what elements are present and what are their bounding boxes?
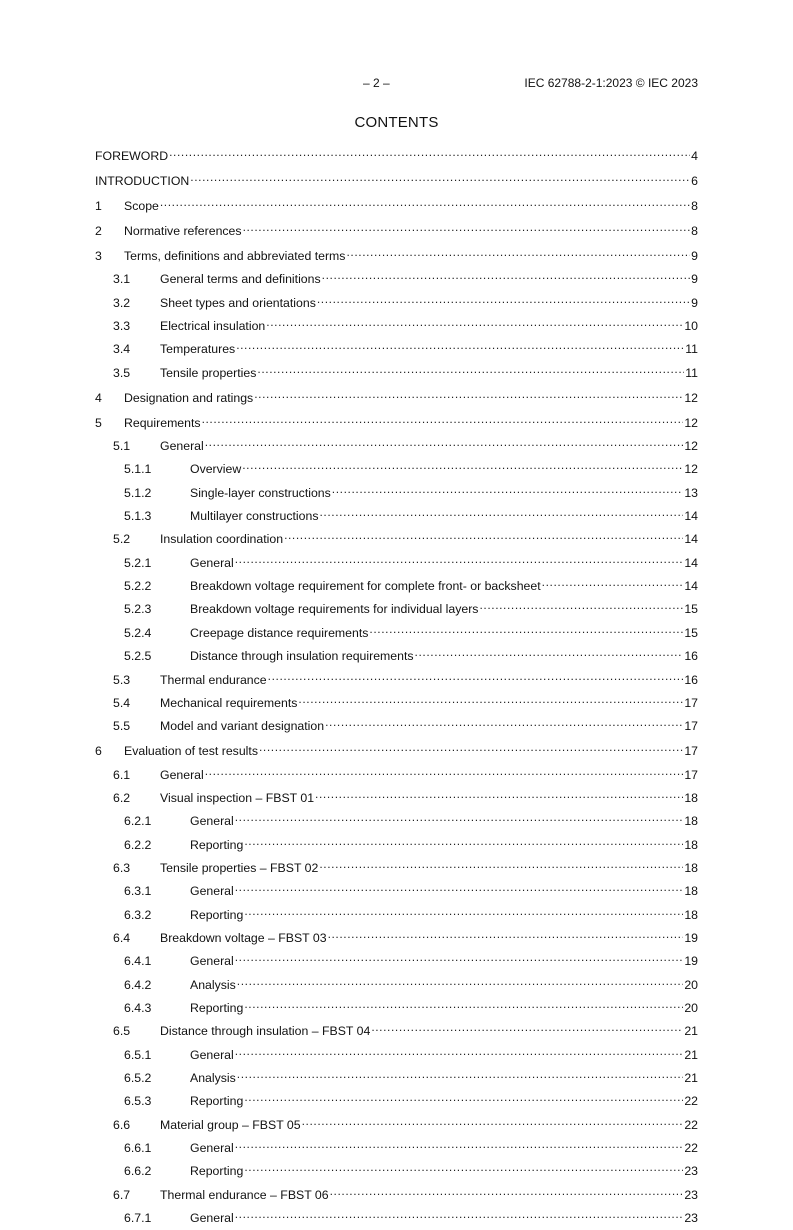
toc-entry[interactable] bbox=[95, 904, 698, 923]
dot-leader bbox=[322, 268, 691, 283]
toc-entry[interactable] bbox=[95, 692, 698, 711]
toc-entry-number: 6.6 bbox=[113, 1117, 131, 1132]
toc-entry-label[interactable]: Breakdown voltage – FBST 03 bbox=[160, 930, 327, 945]
toc-entry-page: 8 bbox=[691, 224, 698, 238]
toc-entry[interactable] bbox=[95, 435, 698, 454]
dot-leader bbox=[317, 292, 690, 307]
toc-entry-page: 18 bbox=[684, 814, 698, 829]
toc-entry-number: 3 bbox=[95, 249, 102, 263]
toc-entry-label[interactable]: General bbox=[190, 555, 234, 570]
toc-entry-page: 23 bbox=[684, 1211, 698, 1226]
dot-leader bbox=[244, 1090, 683, 1105]
toc-entry[interactable] bbox=[95, 1020, 698, 1039]
toc-entry-label[interactable]: INTRODUCTION bbox=[95, 174, 190, 188]
dot-leader bbox=[235, 950, 684, 965]
toc-entry-label[interactable]: Tensile properties bbox=[160, 365, 257, 380]
toc-entry-page: 9 bbox=[691, 295, 698, 310]
toc-entry-label[interactable]: FOREWORD bbox=[95, 149, 169, 163]
dot-leader bbox=[346, 245, 690, 260]
toc-entry[interactable] bbox=[95, 834, 698, 853]
toc-entry-number: 6.4 bbox=[113, 930, 131, 945]
toc-entry-page: 23 bbox=[684, 1164, 698, 1179]
dot-leader bbox=[415, 645, 684, 660]
toc-entry-number: 5 bbox=[95, 415, 102, 430]
toc-entry-label[interactable]: General bbox=[190, 884, 234, 899]
dot-leader bbox=[479, 598, 683, 613]
toc-entry-number: 6.3.1 bbox=[124, 884, 152, 899]
dot-leader bbox=[254, 387, 683, 402]
dot-leader bbox=[237, 1067, 684, 1082]
toc-entry[interactable] bbox=[95, 740, 698, 759]
toc-entry-number: 6.5.1 bbox=[124, 1047, 152, 1062]
toc-entry-number: 6.3.2 bbox=[124, 907, 152, 922]
toc-entry-label[interactable]: Distance through insulation – FBST 04 bbox=[160, 1024, 371, 1039]
dot-leader bbox=[202, 412, 684, 427]
toc-entry[interactable] bbox=[95, 598, 698, 617]
toc-entry-page: 18 bbox=[684, 837, 698, 852]
toc-entry[interactable] bbox=[95, 997, 698, 1016]
toc-entry-label[interactable]: Designation and ratings bbox=[124, 390, 254, 405]
dot-leader bbox=[243, 220, 691, 235]
toc-entry[interactable] bbox=[95, 857, 698, 876]
toc-entry-page: 9 bbox=[691, 272, 698, 287]
toc-entry[interactable] bbox=[95, 458, 698, 477]
toc-entry-number: 5.1.2 bbox=[124, 485, 152, 500]
dot-leader bbox=[237, 974, 684, 989]
toc-entry-number: 4 bbox=[95, 390, 102, 405]
toc-entry-page: 18 bbox=[684, 884, 698, 899]
toc-entry[interactable] bbox=[95, 645, 698, 664]
dot-leader bbox=[332, 482, 684, 497]
toc-entry-number: 6.1 bbox=[113, 767, 131, 782]
page-number: – 2 – bbox=[363, 76, 390, 90]
toc-entry-label[interactable]: General bbox=[190, 1211, 234, 1226]
toc-entry[interactable] bbox=[95, 245, 698, 264]
toc-entry-number: 5.3 bbox=[113, 672, 131, 687]
toc-entry-page: 19 bbox=[684, 930, 698, 945]
dot-leader bbox=[284, 528, 683, 543]
toc-entry[interactable] bbox=[95, 1090, 698, 1109]
document-reference: IEC 62788-2-1:2023 © IEC 2023 bbox=[524, 76, 698, 90]
toc-entry-label[interactable]: Breakdown voltage requirement for complete front- or backsheet bbox=[190, 579, 541, 594]
toc-entry-label[interactable]: Reporting bbox=[190, 1164, 244, 1179]
toc-entry-label[interactable]: Normative references bbox=[124, 224, 242, 238]
toc-entry[interactable] bbox=[95, 810, 698, 829]
dot-leader bbox=[328, 927, 684, 942]
toc-entry-number: 5.2.4 bbox=[124, 625, 152, 640]
dot-leader bbox=[259, 740, 683, 755]
toc-entry-label[interactable]: General bbox=[160, 767, 204, 782]
toc-entry[interactable] bbox=[95, 1044, 698, 1063]
dot-leader bbox=[235, 552, 684, 567]
dot-leader bbox=[542, 575, 684, 590]
toc-entry-page: 13 bbox=[684, 485, 698, 500]
toc-entry[interactable] bbox=[95, 669, 698, 688]
dot-leader bbox=[242, 458, 683, 473]
dot-leader bbox=[205, 435, 684, 450]
dot-leader bbox=[371, 1020, 683, 1035]
dot-leader bbox=[319, 505, 683, 520]
toc-entry-number: 6.5.3 bbox=[124, 1094, 152, 1109]
toc-entry[interactable] bbox=[95, 1160, 698, 1179]
toc-entry-page: 21 bbox=[684, 1024, 698, 1039]
toc-entry[interactable] bbox=[95, 292, 698, 311]
toc-entry-label[interactable]: Multilayer constructions bbox=[190, 509, 319, 524]
toc-entry-label[interactable]: Breakdown voltage requirements for individual layers bbox=[190, 602, 479, 617]
toc-entry[interactable] bbox=[95, 1114, 698, 1133]
dot-leader bbox=[315, 787, 683, 802]
toc-entry-number: 3.2 bbox=[113, 295, 131, 310]
toc-entry-number: 5.1 bbox=[113, 439, 131, 454]
toc-entry[interactable] bbox=[95, 552, 698, 571]
toc-entry-number: 6.2.2 bbox=[124, 837, 152, 852]
toc-entry[interactable] bbox=[95, 195, 698, 214]
toc-entry-number: 3.1 bbox=[113, 272, 131, 287]
toc-entry-number: 6.5.2 bbox=[124, 1071, 152, 1085]
toc-entry-page: 18 bbox=[684, 907, 698, 922]
toc-entry[interactable] bbox=[95, 362, 698, 381]
toc-entry-page: 21 bbox=[684, 1047, 698, 1062]
dot-leader bbox=[330, 1184, 684, 1199]
page-title: CONTENTS bbox=[354, 114, 439, 131]
toc-entry-label[interactable]: Thermal endurance bbox=[160, 672, 267, 687]
toc-entry-page: 20 bbox=[684, 977, 698, 992]
dot-leader bbox=[160, 195, 690, 210]
toc-entry-number: 6.2.1 bbox=[124, 814, 152, 829]
toc-entry-page: 22 bbox=[684, 1094, 698, 1109]
toc-entry-page: 22 bbox=[684, 1141, 698, 1156]
toc-entry-label[interactable]: Analysis bbox=[190, 1071, 236, 1085]
toc-entry-page: 8 bbox=[691, 199, 698, 213]
toc-entry[interactable] bbox=[95, 974, 698, 993]
toc-entry-label[interactable]: Tensile properties – FBST 02 bbox=[160, 860, 319, 875]
toc-entry-number: 6.5 bbox=[113, 1024, 131, 1039]
toc-entry-number: 2 bbox=[95, 224, 102, 238]
toc-entry-page: 11 bbox=[685, 365, 698, 380]
dot-leader bbox=[302, 1114, 684, 1129]
dot-leader bbox=[319, 857, 683, 872]
toc-entry-page: 21 bbox=[684, 1071, 698, 1085]
toc-entry[interactable] bbox=[95, 880, 698, 899]
toc-entry-label[interactable]: Mechanical requirements bbox=[160, 695, 298, 710]
toc-entry-number: 5.5 bbox=[113, 719, 131, 734]
toc-entry-label[interactable]: Creepage distance requirements bbox=[190, 625, 369, 640]
toc-entry-number: 5.2.3 bbox=[124, 602, 152, 617]
dot-leader bbox=[235, 1137, 684, 1152]
toc-entry[interactable] bbox=[95, 387, 698, 406]
toc-entry-label[interactable]: Insulation coordination bbox=[160, 532, 284, 547]
dot-leader bbox=[169, 145, 690, 160]
dot-leader bbox=[268, 669, 684, 684]
toc-entry-page: 17 bbox=[684, 744, 698, 759]
toc-entry-label[interactable]: Model and variant designation bbox=[160, 719, 325, 734]
toc-entry-page: 23 bbox=[684, 1187, 698, 1202]
dot-leader bbox=[369, 622, 683, 637]
toc-entry-label[interactable]: General bbox=[190, 814, 234, 829]
toc-entry[interactable] bbox=[95, 575, 698, 594]
toc-entry-number: 6.6.2 bbox=[124, 1164, 152, 1179]
toc-entry[interactable] bbox=[95, 528, 698, 547]
toc-entry-number: 5.1.3 bbox=[124, 509, 152, 524]
toc-entry-page: 16 bbox=[684, 672, 698, 687]
table-of-contents bbox=[95, 145, 698, 1230]
toc-entry[interactable] bbox=[95, 220, 698, 239]
page-header bbox=[0, 76, 793, 92]
dot-leader bbox=[244, 997, 683, 1012]
dot-leader bbox=[244, 904, 683, 919]
toc-entry-number: 5.4 bbox=[113, 695, 131, 710]
toc-entry-label[interactable]: Terms, definitions and abbreviated terms bbox=[124, 249, 346, 263]
toc-entry[interactable] bbox=[95, 715, 698, 734]
toc-entry[interactable] bbox=[95, 482, 698, 501]
toc-entry[interactable] bbox=[95, 1184, 698, 1203]
toc-entry-number: 3.5 bbox=[113, 365, 131, 380]
toc-entry-number: 6 bbox=[95, 744, 102, 759]
toc-entry[interactable] bbox=[95, 268, 698, 287]
toc-entry[interactable] bbox=[95, 145, 698, 164]
dot-leader bbox=[235, 810, 684, 825]
toc-entry-page: 18 bbox=[684, 790, 698, 805]
toc-entry-number: 6.7.1 bbox=[124, 1211, 152, 1226]
toc-entry[interactable] bbox=[95, 315, 698, 334]
toc-entry[interactable] bbox=[95, 412, 698, 431]
toc-entry-page: 20 bbox=[684, 1000, 698, 1015]
toc-entry-page: 14 bbox=[684, 509, 698, 524]
toc-entry-page: 12 bbox=[684, 390, 698, 405]
dot-leader bbox=[298, 692, 683, 707]
dot-leader bbox=[190, 170, 690, 185]
toc-entry[interactable] bbox=[95, 505, 698, 524]
toc-entry-number: 5.1.1 bbox=[124, 462, 152, 477]
toc-entry-page: 4 bbox=[691, 149, 698, 163]
toc-entry-page: 14 bbox=[684, 555, 698, 570]
toc-entry-page: 15 bbox=[684, 602, 698, 617]
toc-entry[interactable] bbox=[95, 622, 698, 641]
toc-entry[interactable] bbox=[95, 787, 698, 806]
toc-entry-number: 5.2.5 bbox=[124, 649, 152, 664]
toc-entry-page: 14 bbox=[684, 532, 698, 547]
toc-entry-number: 5.2.2 bbox=[124, 579, 152, 594]
toc-entry-number: 6.3 bbox=[113, 860, 131, 875]
toc-entry-page: 17 bbox=[684, 767, 698, 782]
toc-entry[interactable] bbox=[95, 1207, 698, 1226]
toc-entry-page: 9 bbox=[691, 249, 698, 263]
toc-entry-label[interactable]: Sheet types and orientations bbox=[160, 295, 316, 310]
toc-entry-label[interactable]: General bbox=[190, 1141, 234, 1156]
toc-entry-page: 15 bbox=[684, 625, 698, 640]
toc-entry-label[interactable]: Overview bbox=[190, 462, 242, 477]
dot-leader bbox=[266, 315, 683, 330]
toc-entry[interactable] bbox=[95, 927, 698, 946]
toc-entry-label[interactable]: General terms and definitions bbox=[160, 272, 321, 287]
toc-entry-label[interactable]: Reporting bbox=[190, 907, 244, 922]
toc-entry-page: 18 bbox=[684, 860, 698, 875]
toc-entry-page: 11 bbox=[685, 342, 698, 357]
dot-leader bbox=[257, 362, 684, 377]
toc-entry-label[interactable]: General bbox=[190, 954, 234, 969]
dot-leader bbox=[244, 834, 683, 849]
toc-entry-page: 17 bbox=[684, 695, 698, 710]
toc-entry-label[interactable]: Scope bbox=[124, 199, 159, 213]
dot-leader bbox=[236, 338, 684, 353]
toc-entry-page: 12 bbox=[684, 439, 698, 454]
toc-entry-page: 6 bbox=[691, 174, 698, 188]
toc-entry-number: 3.4 bbox=[113, 342, 131, 357]
toc-entry-label[interactable]: Distance through insulation requirements bbox=[190, 649, 414, 664]
dot-leader bbox=[205, 764, 684, 779]
toc-entry-page: 10 bbox=[684, 319, 698, 334]
toc-entry[interactable] bbox=[95, 170, 698, 189]
toc-entry-label[interactable]: Temperatures bbox=[160, 342, 236, 357]
toc-entry-page: 16 bbox=[684, 649, 698, 664]
toc-entry-number: 6.4.1 bbox=[124, 954, 152, 969]
toc-entry-number: 6.7 bbox=[113, 1187, 131, 1202]
toc-entry-number: 1 bbox=[95, 199, 102, 213]
toc-entry-page: 17 bbox=[684, 719, 698, 734]
toc-entry-number: 6.2 bbox=[113, 790, 131, 805]
toc-entry-label[interactable]: Analysis bbox=[190, 977, 236, 992]
toc-entry-label[interactable]: Reporting bbox=[190, 1094, 244, 1109]
toc-entry[interactable] bbox=[95, 764, 698, 783]
toc-entry-label[interactable]: Single-layer constructions bbox=[190, 485, 331, 500]
toc-entry[interactable] bbox=[95, 950, 698, 969]
toc-entry-label[interactable]: General bbox=[160, 439, 204, 454]
toc-entry-page: 12 bbox=[684, 462, 698, 477]
toc-entry-page: 14 bbox=[684, 579, 698, 594]
toc-entry-label[interactable]: Reporting bbox=[190, 837, 244, 852]
toc-entry-number: 6.4.3 bbox=[124, 1000, 152, 1015]
dot-leader bbox=[235, 1207, 684, 1222]
toc-entry[interactable] bbox=[95, 1137, 698, 1156]
toc-entry-number: 3.3 bbox=[113, 319, 131, 334]
toc-entry-label[interactable]: Reporting bbox=[190, 1000, 244, 1015]
dot-leader bbox=[325, 715, 683, 730]
toc-entry-label[interactable]: General bbox=[190, 1047, 234, 1062]
dot-leader bbox=[235, 1044, 684, 1059]
toc-entry[interactable] bbox=[95, 338, 698, 357]
toc-entry-number: 6.4.2 bbox=[124, 977, 152, 992]
toc-entry-number: 5.2 bbox=[113, 532, 131, 547]
toc-entry-number: 5.2.1 bbox=[124, 555, 152, 570]
dot-leader bbox=[235, 880, 684, 895]
toc-entry[interactable] bbox=[95, 1067, 698, 1086]
toc-entry-label[interactable]: Visual inspection – FBST 01 bbox=[160, 790, 315, 805]
toc-entry-page: 12 bbox=[684, 415, 698, 430]
toc-entry-page: 22 bbox=[684, 1117, 698, 1132]
toc-entry-label[interactable]: Thermal endurance – FBST 06 bbox=[160, 1187, 329, 1202]
toc-entry-label[interactable]: Requirements bbox=[124, 415, 201, 430]
toc-entry-label[interactable]: Material group – FBST 05 bbox=[160, 1117, 301, 1132]
toc-entry-number: 6.6.1 bbox=[124, 1141, 152, 1156]
toc-entry-label[interactable]: Electrical insulation bbox=[160, 319, 266, 334]
toc-entry-page: 19 bbox=[684, 954, 698, 969]
dot-leader bbox=[244, 1160, 683, 1175]
toc-entry-label[interactable]: Evaluation of test results bbox=[124, 744, 258, 759]
